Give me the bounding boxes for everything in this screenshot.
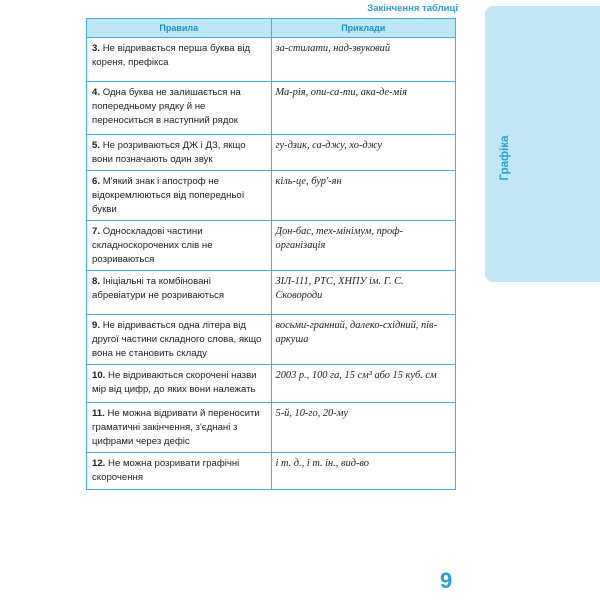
rule-number: 3. — [92, 43, 101, 54]
example-cell: 5-й, 10-го, 20-му — [271, 403, 456, 453]
rule-cell — [87, 135, 272, 171]
rule-text: Одна буква не залишається на попередньому рядку й не переноситься в наступний рядок — [92, 87, 241, 126]
rule-cell — [87, 171, 272, 221]
table-row — [87, 82, 456, 135]
section-side-tab — [485, 6, 600, 282]
rule-text: Не розриваються ДЖ і ДЗ, якщо вони позначають один звук — [92, 140, 246, 165]
rule-text: Не можна розривати графічні скорочення — [92, 458, 240, 483]
rule-cell — [87, 82, 272, 135]
hyphenation-rules-table — [86, 18, 456, 490]
rule-text: Не відривається одна літера від другої частини складного слова, якщо вона не становить складу — [92, 320, 262, 359]
rule-number: 9. — [92, 320, 101, 331]
rule-cell — [87, 315, 272, 365]
examples-column-header: Приклади — [271, 19, 456, 38]
table-row — [87, 135, 456, 171]
table-row — [87, 315, 456, 365]
rule-number: 5. — [92, 140, 101, 151]
section-side-tab-label: Графіка — [499, 135, 511, 181]
rule-text: М'який знак і апостроф не відокремлюються від попередньої букви — [92, 176, 245, 215]
rule-text: Односкладові частини складноскорочених слів не розриваються — [92, 226, 213, 265]
example-cell: восьми-гранний, далеко-східний, пів-аркуша — [271, 315, 456, 365]
rule-cell — [87, 403, 272, 453]
rule-cell — [87, 453, 272, 490]
rule-number: 11. — [92, 408, 105, 419]
table-row — [87, 271, 456, 315]
example-cell: кіль-це, бур'-ян — [271, 171, 456, 221]
rule-cell — [87, 365, 272, 403]
table-row — [87, 221, 456, 271]
rule-number: 10. — [92, 370, 106, 381]
rule-text: Не відриваються скорочені назви мір від цифр, до яких вони належать — [92, 370, 257, 395]
rule-cell — [87, 221, 272, 271]
example-cell: ЗІЛ-111, РТС, ХНПУ ім. Г. С. Сковороди — [271, 271, 456, 315]
rule-cell — [87, 271, 272, 315]
example-cell: 2003 р., 100 га, 15 см³ або 15 куб. см — [271, 365, 456, 403]
rule-text: Ініціальні та комбіновані абревіатури не розриваються — [92, 276, 225, 301]
table-row — [87, 453, 456, 490]
rule-number: 4. — [92, 87, 101, 98]
rule-number: 8. — [92, 276, 101, 287]
rule-number: 12. — [92, 458, 106, 469]
table-row — [87, 38, 456, 82]
rule-number: 7. — [92, 226, 101, 237]
table-continuation-caption: Закінчення таблиці — [367, 3, 458, 14]
rule-number: 6. — [92, 176, 101, 187]
table-row — [87, 171, 456, 221]
rule-cell — [87, 38, 272, 82]
rule-text: Не відривається перша буква від кореня, префікса — [92, 43, 251, 68]
example-cell: Дон-бас, тех-мінімум, проф-організація — [271, 221, 456, 271]
rules-column-header: Правила — [87, 19, 272, 38]
example-cell: Ма-рія, опи-са-ти, ака-де-мія — [271, 82, 456, 135]
page-number: 9 — [440, 568, 453, 593]
rule-text: Не можна відривати й переносити граматичні закінчення, з'єднані з цифрами через дефіс — [92, 408, 260, 447]
table-header-row — [87, 19, 456, 38]
table-row — [87, 403, 456, 453]
example-cell: за-стилати, над-звуковий — [271, 38, 456, 82]
example-cell: гу-дзик, са-джу, хо-джу — [271, 135, 456, 171]
example-cell: і т. д., і т. ін., вид-во — [271, 453, 456, 490]
table-row — [87, 365, 456, 403]
